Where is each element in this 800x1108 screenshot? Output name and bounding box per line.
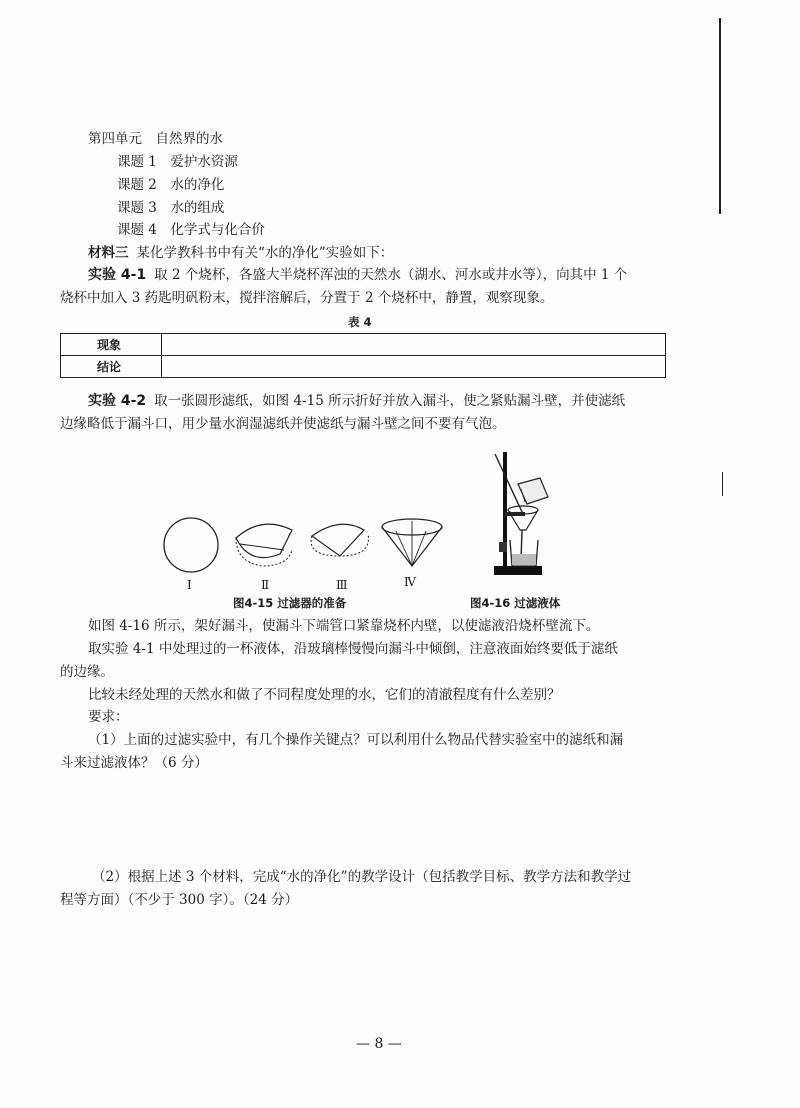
stand-rod <box>503 452 507 568</box>
table4-caption: 表 4 <box>348 315 372 329</box>
paragraph: 取实验 4-1 中处理过的一杯液体，沿玻璃棒慢慢向漏斗中倾倒，注意液面始终要低于滤纸 <box>88 641 618 657</box>
step-label-i: I <box>187 578 192 592</box>
exp42-label: 实验 4-2 <box>88 393 147 409</box>
paragraph: 比较未经处理的天然水和做了不同程度处理的水，它们的清澈程度有什么差别？ <box>88 687 561 703</box>
table4 <box>60 333 666 378</box>
lesson-item: 课题 1 爱护水资源 <box>117 154 238 170</box>
table-row <box>61 356 666 378</box>
table-cell-value <box>162 356 666 378</box>
exp41-line2: 烧杯中加入 3 药匙明矾粉末，搅拌溶解后，分置于 2 个烧杯中，静置，观察现象。 <box>60 290 554 306</box>
material3 <box>88 244 393 262</box>
step-label-iv: Ⅳ <box>404 575 416 589</box>
paragraph: 如图 4-16 所示，架好漏斗，使漏斗下端管口紧靠烧杯内壁，以使滤液沿烧杯壁流下。 <box>88 618 600 634</box>
table-cell-value <box>162 334 666 356</box>
exp41-label: 实验 4-1 <box>88 267 147 283</box>
question1-line1: （1）上面的过滤实验中，有几个操作关键点？可以利用什么物品代替实验室中的滤纸和漏 <box>88 732 624 748</box>
question2-line2: 程等方面）（不少于 300 字）。（24 分） <box>60 892 299 908</box>
receiving-beaker <box>510 540 538 566</box>
clamp-fixture <box>499 542 507 552</box>
table-row-label: 结论 <box>61 356 162 378</box>
figure-4-16-caption: 图4-16 过滤液体 <box>470 596 561 610</box>
lesson-item: 课题 3 水的组成 <box>117 200 225 216</box>
paragraph: 的边缘。 <box>60 664 114 680</box>
question1-line2: 斗来过滤液体？（6 分） <box>60 755 208 771</box>
table-row-label: 现象 <box>61 334 162 356</box>
scan-edge-line <box>722 472 723 496</box>
stand-base <box>494 566 542 575</box>
step-label-iii: Ⅲ <box>336 578 348 592</box>
question2-line1: （2）根据上述 3 个材料，完成“水的净化”的教学设计（包括教学目标、教学方法和教学过 <box>92 869 632 885</box>
filter-paper-circle <box>164 518 218 572</box>
exp41-line1: 实验 4-1 取 2 个烧杯，各盛大半烧杯浑浊的天然水（湖水、河水或井水等），向其中 1 个 <box>88 267 628 283</box>
unit-heading: 第四单元 自然界的水 <box>88 131 223 147</box>
filter-paper-cone <box>382 519 442 566</box>
glass-rod <box>495 454 523 514</box>
material3-label: 材料三 <box>88 245 129 261</box>
step-label-ii: Ⅱ <box>261 578 270 592</box>
paragraph: 要求： <box>88 709 129 725</box>
material3-text: 某化学教科书中有关“水的净化”实验如下： <box>136 245 394 261</box>
filter-paper-half <box>236 524 292 566</box>
exp42-line2: 边缘略低于漏斗口，用少量水润湿滤纸并使滤纸与漏斗壁之间不要有气泡。 <box>60 416 506 432</box>
funnel <box>508 506 538 560</box>
ring-clamp <box>505 512 525 516</box>
filter-paper-quarter <box>311 524 368 556</box>
pouring-beaker <box>518 478 548 504</box>
exp42-line1: 实验 4-2 取一张圆形滤纸，如图 4-15 所示折好并放入漏斗，使之紧贴漏斗壁，并使滤纸 <box>88 393 626 409</box>
lesson-item: 课题 2 水的净化 <box>117 177 225 193</box>
figure-4-15-caption: 图4-15 过滤器的准备 <box>233 596 347 610</box>
page-number: — 8 — <box>356 1036 402 1052</box>
table-row <box>61 334 666 356</box>
lesson-item: 课题 4 化学式与化合价 <box>117 222 265 238</box>
scan-edge-line <box>719 18 721 214</box>
